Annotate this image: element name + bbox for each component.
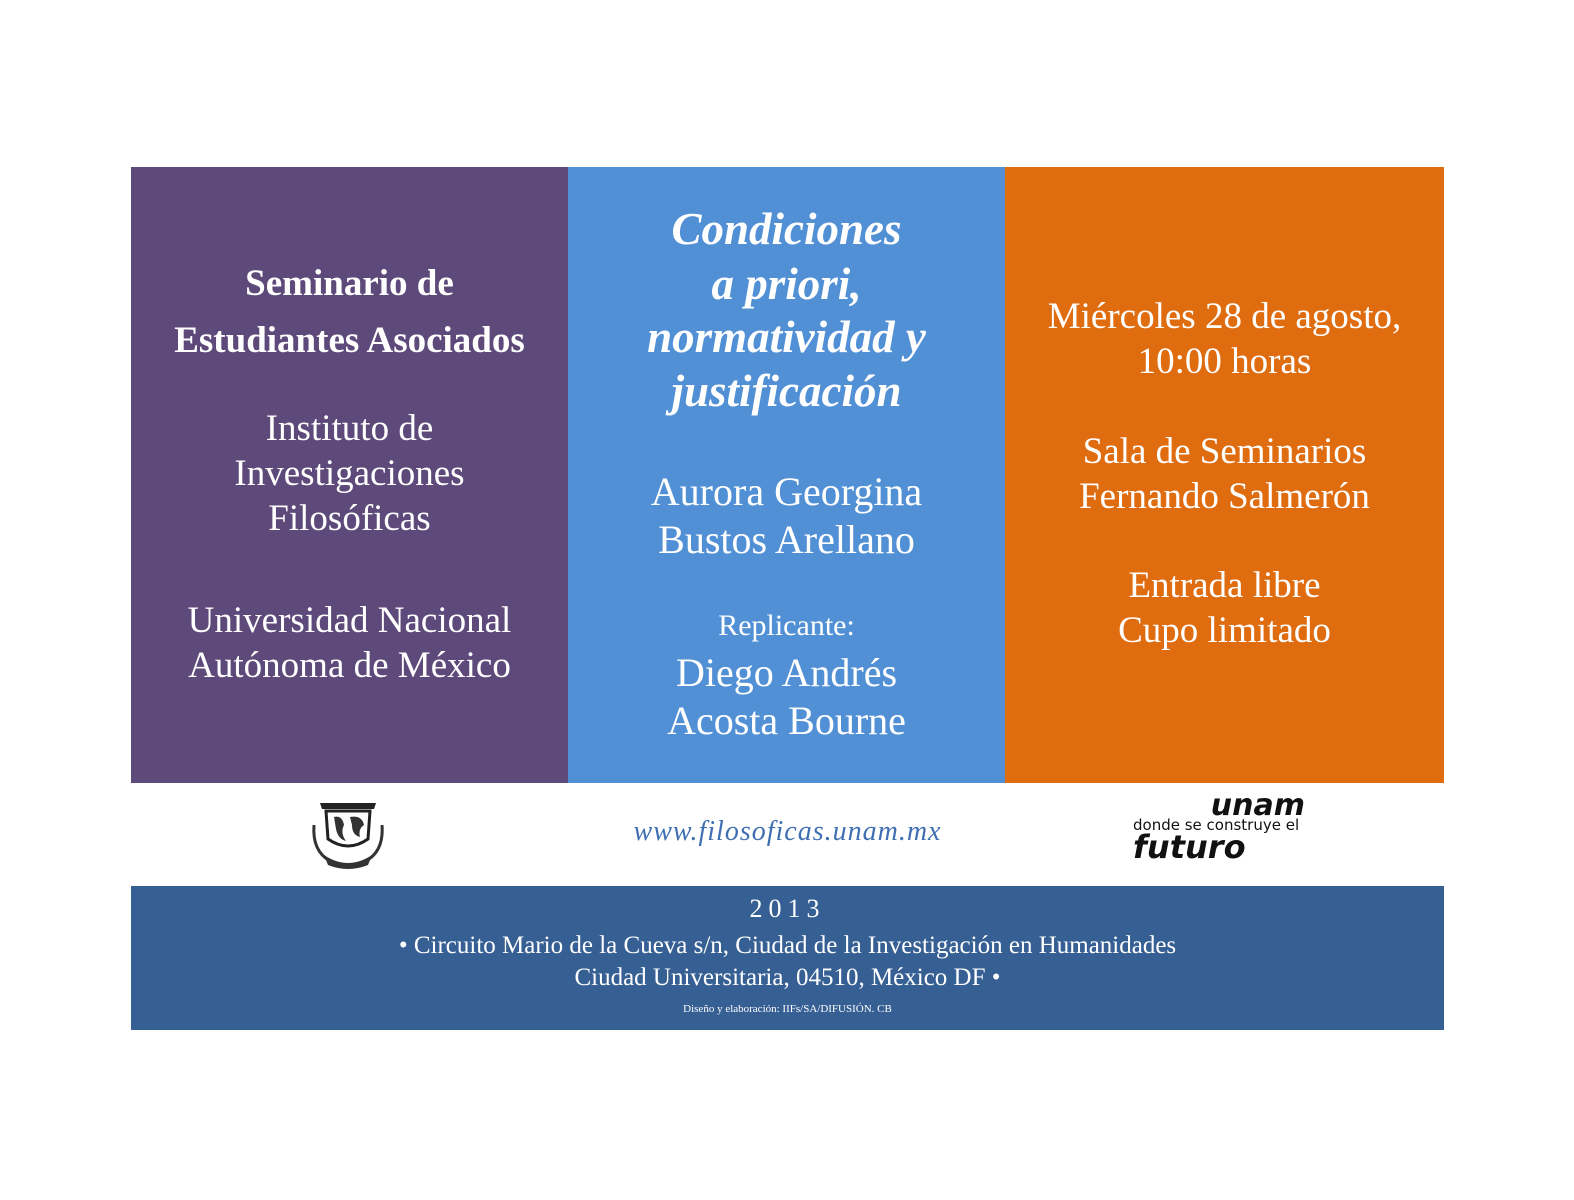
- entry-line1: Entrada libre: [1128, 565, 1321, 606]
- organizer-panel: [131, 167, 568, 783]
- speaker-line1: Aurora Georgina: [650, 469, 923, 514]
- replicante-label: Replicante:: [718, 609, 855, 642]
- design-credit: Diseño y elaboración: IIFs/SA/DIFUSIÓN. CB: [683, 1003, 892, 1015]
- venue-line2: Fernando Salmerón: [1079, 476, 1370, 517]
- talk-title-line3: normatividad y: [647, 312, 926, 362]
- replicante-line1: Diego Andrés: [675, 650, 898, 695]
- event-panels: [131, 167, 1444, 783]
- talk-title-line4: justificación: [671, 366, 902, 416]
- logo-row: [131, 790, 1444, 880]
- date-line1: Miércoles 28 de agosto,: [1047, 296, 1402, 337]
- date-line2: 10:00 horas: [1137, 341, 1312, 382]
- unam-logo-tagline: donde se construye el: [1133, 816, 1300, 834]
- replicante-line2: Acosta Bourne: [667, 698, 906, 743]
- unam-logo-word: unam: [1210, 788, 1305, 823]
- entry-line2: Cupo limitado: [1118, 610, 1331, 651]
- institute-line3: Filosóficas: [268, 498, 431, 539]
- seminar-title-line1: Seminario de: [245, 263, 454, 304]
- seminar-title-line2: Estudiantes Asociados: [174, 320, 525, 361]
- footer-address-line2: Ciudad Universitaria, 04510, México DF •: [574, 964, 1001, 991]
- university-line1: Universidad Nacional: [187, 600, 512, 641]
- venue-line1: Sala de Seminarios: [1082, 431, 1367, 472]
- talk-panel: [568, 167, 1005, 783]
- speaker-line2: Bustos Arellano: [658, 517, 915, 562]
- website-link[interactable]: www.filosoficas.unam.mx: [633, 816, 942, 847]
- university-line2: Autónoma de México: [188, 645, 511, 686]
- footer-band: [131, 886, 1444, 1030]
- unam-future-logo: [1133, 788, 1323, 872]
- institute-line1: Instituto de: [265, 408, 434, 449]
- details-panel: [1005, 167, 1444, 783]
- unam-logo-futuro: futuro: [1133, 828, 1246, 866]
- talk-title-line1: Condiciones: [671, 204, 902, 254]
- talk-title-line2: a priori,: [711, 259, 862, 309]
- footer-address-line1: • Circuito Mario de la Cueva s/n, Ciudad de la Investigación en Humanidades: [398, 932, 1177, 959]
- footer-year: 2013: [749, 894, 826, 923]
- institute-line2: Investigaciones: [234, 453, 465, 494]
